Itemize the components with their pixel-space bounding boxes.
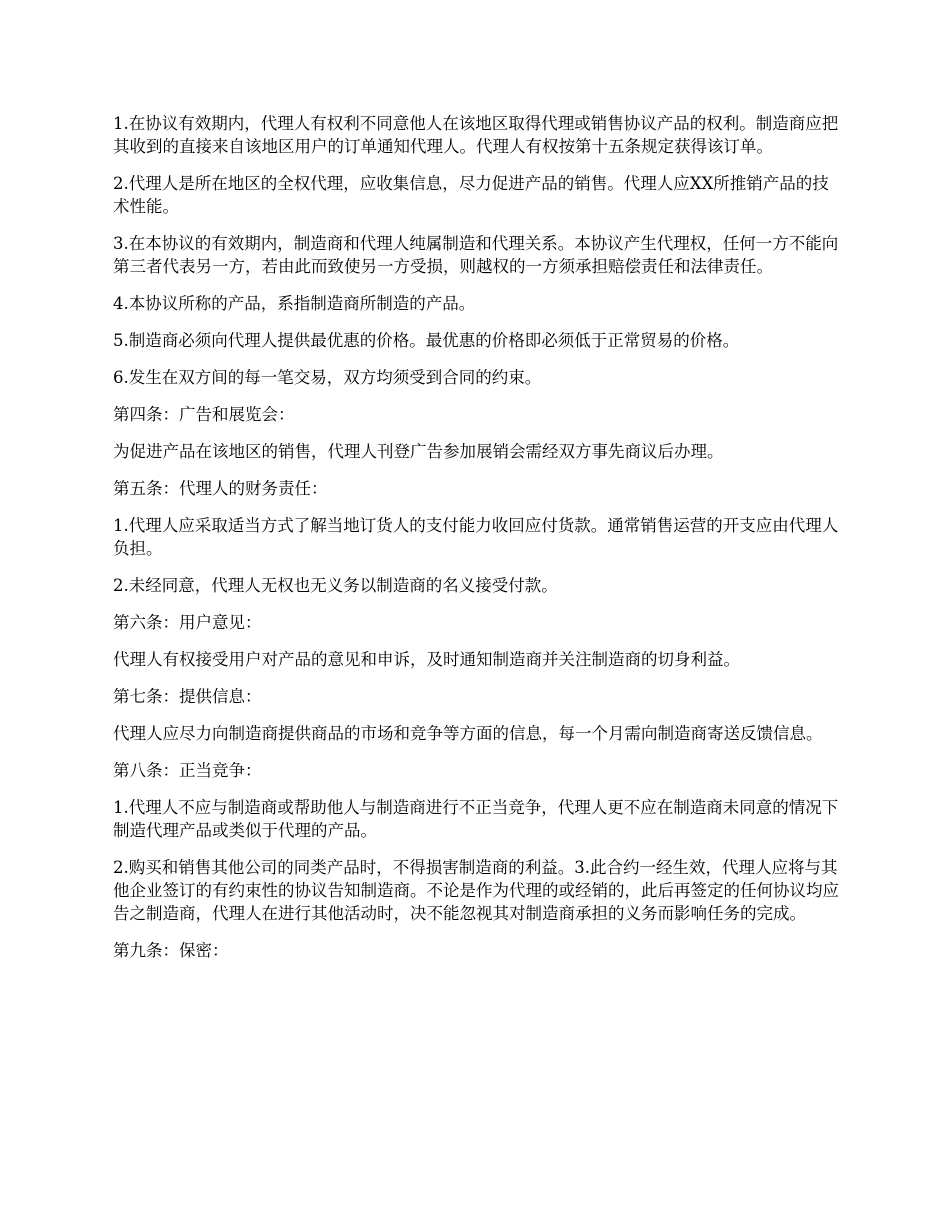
article-heading: 第八条：正当竞争： <box>113 761 262 780</box>
article-heading: 第四条：广告和展览会： <box>113 405 295 424</box>
clause-paragraph: 1.在协议有效期内，代理人有权利不同意他人在该地区取得代理或销售协议产品的权利。制造商应把其收到的直接来自该地区用户的订单通知代理人。代理人有权按第十五条规定获得该订单。 <box>113 114 839 156</box>
article-heading: 第九条：保密： <box>113 941 229 960</box>
clause-paragraph: 2.购买和销售其他公司的同类产品时，不得损害制造商的利益。3.此合约一经生效，代理人应将与其他企业签订的有约束性的协议告知制造商。不论是作为代理的或经销的，此后再签定的任何协议均应告之制造商，代理人在进行其他活动时，决不能忽视其对制造商承担的义务而影响任务的完成。 <box>113 858 839 923</box>
clause-paragraph: 为促进产品在该地区的销售，代理人刊登广告参加展销会需经双方事先商议后办理。 <box>113 442 724 461</box>
document-body <box>113 112 841 976</box>
article-heading: 第六条：用户意见： <box>113 613 262 632</box>
clause-paragraph: 2.代理人是所在地区的全权代理，应收集信息，尽力促进产品的销售。代理人应XX所推销产品的技术性能。 <box>113 174 829 216</box>
clause-paragraph: 4.本协议所称的产品，系指制造商所制造的产品。 <box>113 294 476 313</box>
clause-paragraph: 代理人有权接受用户对产品的意见和申诉，及时通知制造商并关注制造商的切身利益。 <box>113 650 740 669</box>
clause-paragraph: 1.代理人应采取适当方式了解当地订货人的支付能力收回应付货款。通常销售运营的开支应由代理人负担。 <box>113 516 839 558</box>
clause-paragraph: 1.代理人不应与制造商或帮助他人与制造商进行不正当竞争，代理人更不应在制造商未同意的情况下制造代理产品或类似于代理的产品。 <box>113 798 839 840</box>
article-heading: 第五条：代理人的财务责任： <box>113 479 328 498</box>
article-heading: 第七条：提供信息： <box>113 687 262 706</box>
clause-paragraph: 3.在本协议的有效期内，制造商和代理人纯属制造和代理关系。本协议产生代理权，任何一方不能向第三者代表另一方，若由此而致使另一方受损，则越权的一方须承担赔偿责任和法律责任。 <box>113 234 839 276</box>
clause-paragraph: 2.未经同意，代理人无权也无义务以制造商的名义接受付款。 <box>113 576 558 595</box>
clause-paragraph: 5.制造商必须向代理人提供最优惠的价格。最优惠的价格即必须低于正常贸易的价格。 <box>113 331 740 350</box>
clause-paragraph: 6.发生在双方间的每一笔交易，双方均须受到合同的约束。 <box>113 368 542 387</box>
clause-paragraph: 代理人应尽力向制造商提供商品的市场和竞争等方面的信息，每一个月需向制造商寄送反馈信息。 <box>113 724 823 743</box>
